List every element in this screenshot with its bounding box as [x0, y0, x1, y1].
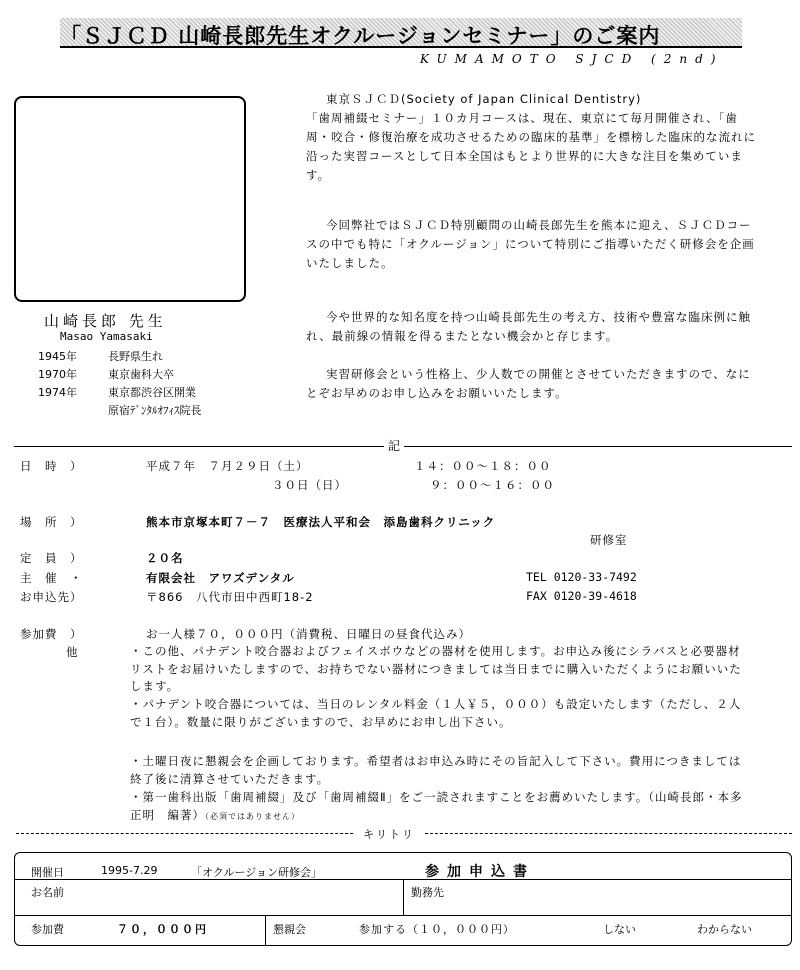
note-bullet: ・土曜日夜に懇親会を企画しております。希望者はお申込み時にその旨記入して下さい。費用につきましては終了後に清算させていただきます。: [130, 754, 742, 786]
time-1: １４：００～１８：００: [414, 459, 552, 473]
capacity: ２０名: [146, 551, 184, 565]
fee: お一人様７０，０００円（消費税、日曜日の昼食代込み）: [146, 627, 471, 641]
history-text: 東京歯科大卒: [108, 368, 174, 381]
history-year: 1974年: [38, 386, 77, 399]
date-1: 平成７年 ７月２９日（土）: [146, 459, 309, 473]
note-bullet: ・パナデント咬合器については、当日のレンタル料金（１人￥５，０００）も設定いたします（ただし、２人で１台）。数量に限りがございますので、お早めにお申し出下さい。: [130, 697, 742, 729]
place-label: 場 所 ）: [20, 515, 83, 529]
page-title: 「ＳＪＣＤ 山崎長郎先生オクルージョンセミナー」のご案内: [60, 24, 661, 48]
history-text: 東京都渋谷区開業: [108, 386, 196, 399]
party-option-attend[interactable]: 参加する（１０，０００円）: [359, 923, 515, 936]
form-date: 1995-7.29: [101, 864, 158, 877]
form-row-divider: [15, 915, 791, 916]
workplace-label: 勤務先: [411, 886, 444, 899]
apply-label: お申込先）: [20, 590, 83, 604]
form-date-label: 開催日: [31, 866, 64, 879]
form-column-divider: [265, 915, 266, 945]
place: 熊本市京塚本町７－７ 医療法人平和会 添島歯科クリニック: [146, 515, 496, 529]
workplace-field[interactable]: [471, 880, 787, 914]
host-label: 主 催 ・: [20, 571, 83, 585]
history-text: 長野県生れ: [108, 350, 163, 363]
note-text: ・第一歯科出版「歯周補綴」及び「歯周補綴Ⅱ」をご一読されますことをお薦めいたします。（山崎長郎・本多正明 編著）: [130, 790, 743, 822]
cut-line-label: キリトリ: [355, 826, 423, 842]
party-option-decline[interactable]: しない: [603, 923, 636, 936]
intro-paragraph-3: 今や世界的な知名度を持つ山崎長郎先生の考え方、技術や豊富な臨床例に触れ、最前線の情報を得るまたとない機会かと存じます。: [306, 310, 751, 343]
other-label: 他: [66, 645, 79, 659]
history-row: [38, 366, 174, 382]
date-2: ３０日（日）: [272, 478, 347, 492]
history-row: [38, 384, 196, 400]
lecturer-romaji: Masao Yamasaki: [60, 330, 153, 343]
name-field[interactable]: [95, 880, 399, 914]
note-bullet: ・この他、パナデント咬合器およびフェイスボウなどの器材を使用します。お申込み後にシラバスと必要器材リストをお届けいたしますので、お持ちでない器材につきましては当日までに購入いただくようにお願いいたします。: [130, 644, 742, 694]
lecturer-name: 山崎長郎 先生: [44, 312, 167, 330]
address: 〒866 八代市田中西町18-2: [146, 590, 314, 604]
fee-label: 参加費 ）: [20, 627, 83, 641]
host: 有限会社 アワズデンタル: [146, 571, 295, 585]
form-fee-label: 参加費: [31, 923, 64, 936]
date-label: 日 時 ）: [20, 459, 83, 473]
time-2: ９：００～１６：００: [430, 478, 555, 492]
history-year: 1945年: [38, 350, 77, 363]
intro-line: 東京ＳＪＣＤ(Society of Japan Clinical Dentistry): [326, 92, 642, 106]
party-option-undecided[interactable]: わからない: [697, 923, 752, 936]
form-column-divider: [403, 879, 404, 915]
note-optional: （必須ではありません）: [205, 811, 300, 821]
form-fee: ７０，０００円: [117, 923, 208, 936]
history-row: [38, 402, 202, 418]
history-year: 1970年: [38, 368, 77, 381]
history-row: [38, 348, 163, 364]
intro-paragraph-4: 実習研修会という性格上、少人数での開催とさせていただきますので、なにとぞお早めのお申し込みをお願いいたします。: [306, 367, 751, 400]
party-label: 懇親会: [273, 923, 306, 936]
capacity-label: 定 員 ）: [20, 551, 83, 565]
name-label: お名前: [31, 886, 64, 899]
intro-paragraph-2: 今回弊社ではＳＪＣＤ特別顧問の山崎長郎先生を熊本に迎え、ＳＪＣＤコースの中でも特に「オクルージョン」について特別にご指導いただく研修会を企画いたしました。: [306, 218, 755, 270]
portrait-photo-frame: [14, 96, 246, 302]
application-form: [14, 852, 792, 946]
note-bullet: [130, 789, 750, 825]
page-subtitle: KUMAMOTO SJCD (2nd): [420, 52, 724, 66]
place-room: 研修室: [590, 533, 628, 547]
ki-heading: 記: [384, 437, 404, 454]
form-title: 参加申込書: [425, 864, 535, 880]
form-event: 「オクルージョン研修会」: [191, 866, 323, 879]
fax: FAX 0120-39-4618: [526, 589, 637, 603]
history-text: 原宿ﾃﾞﾝﾀﾙｵﾌｨｽ院長: [108, 404, 202, 417]
intro-paragraph-1: [306, 90, 762, 185]
intro-text: 「歯周補綴セミナー」１０カ月コースは、現在、東京にて毎月開催され、「歯周・咬合・修復治療を成功させるための臨床的基準」を標榜した臨床的な流れに沿った実習コースとして日本全国はもとより世界的に大きな注目を集めています。: [306, 111, 756, 182]
tel: TEL 0120-33-7492: [526, 570, 637, 584]
